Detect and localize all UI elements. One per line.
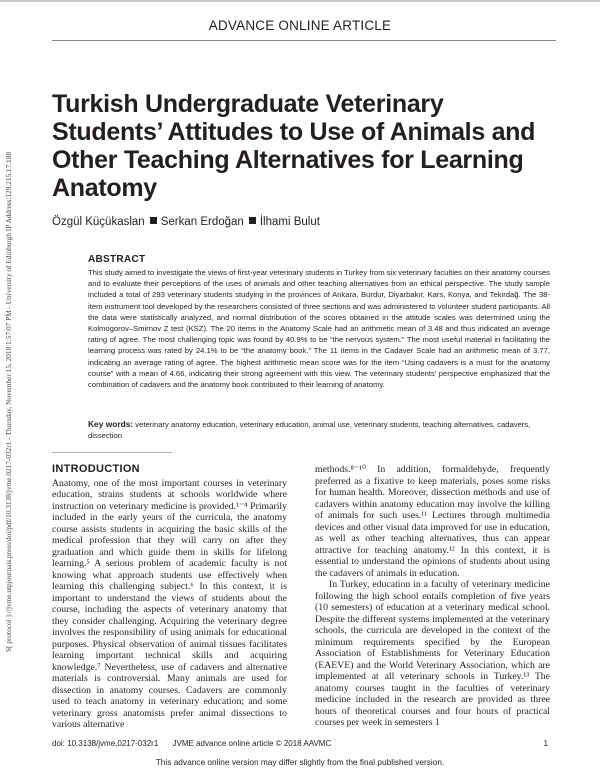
left-column — [52, 464, 287, 731]
author-name: Serkan Erdoğan — [160, 216, 244, 228]
introduction-heading: INTRODUCTION — [52, 463, 140, 475]
keywords-text: veterinary anatomy education, veterinary education, animal use, veterinary students, teaching alternatives, cadavers, dissection — [88, 420, 531, 441]
download-stamp-text: S[ protocol ]://jvme.utpjournals.press/doi/pdf/10.3138/jvme.0217-032r1 - Thursday, November 15, 2018 1:57:07 PM - University of Edinburgh IP Address:129.215.17.188 — [4, 152, 13, 652]
right-column — [315, 464, 550, 729]
section-divider — [52, 452, 172, 453]
page-number: 1 — [543, 739, 548, 748]
keywords-label: Key words: — [88, 419, 134, 429]
version-note: This advance online version may differ slightly from the final published version. — [155, 757, 445, 767]
download-stamp — [2, 112, 14, 692]
journal-text: JVME advance online article © 2018 AAVMC — [172, 739, 332, 748]
author-list — [52, 216, 552, 228]
abstract-body: This study aimed to investigate the views of first-year veterinary students in Turkey from six veterinary faculties on their anatomy courses and to evaluate their perceptions of the uses of animals and other teaching alternatives from an ethical perspective. The study sample included a total of 293 veterinary students studying in the provinces of Ankara, Burdur, Diyarbakır, Kars, Konya, and Tekirdağ. The 38-item instrument tool developed by the researchers consisted of three sections and was administered to volunteer student participants. All the data were statistically analyzed, and normal distribution of the scores obtained in the attitude scales was determined using the Kolmogorov–Smirnov Z test (KSZ). The 20 items in the Anatomy Scale had an arithmetic mean of 3.48 and thus indicated an average rating of agree. The most challenging topic was found by 40.9% to be “the nervous system.” The most useful material in facilitating the learning process was rated by 24.1% to be “the anatomy book.” The 11 items in the Cadaver Scale had an arithmetic mean of 3.77, indicating an average rating of agree. The highest arithmetic mean score was for the item “Using cadavers is a must for the anatomy course” with a mean of 4.66, indicating their strong agreement with this view. The veterinary students’ perspective emphasized that the combination of cadavers and the anatomy book contributed to their learning of anatomy. — [88, 268, 550, 390]
body-paragraph: Anatomy, one of the most important courses in veterinary education, strains students at schools worldwide where instruction on veterinary medicine is provided.¹⁻⁴ Primarily included in the early years of the curricula, the anatomy course assists students in acquiring the basic skills of the medical profession that they will carry on after they graduation and which guide them in skills for lifelong learning.⁵ A serious problem of academic faculty is not knowing what approach students use effectively when learning this challenging subject.⁶ In this context, it is important to understand the views of students about the course, including the aspects of veterinary anatomy that they consider challenging. Acquiring the veterinary degree involves the responsibility of using animals for educational purposes. Physical observation of animal tissues facilitates learning important technical skills and acquiring knowledge.⁷ Nevertheless, use of cadavers and alternative materials is controversial. Many animals are used for dissection in anatomy courses. Cadavers are commonly used to teach anatomy in veterinary education; and some veterinary gross anatomists prefer animal dissections to various alternative — [52, 477, 287, 730]
separator-square-icon — [150, 217, 157, 224]
author-name: Özgül Küçükaslan — [52, 216, 145, 228]
top-border — [0, 0, 600, 2]
keywords — [88, 419, 550, 441]
abstract — [88, 254, 550, 390]
author-name: İlhami Bulut — [259, 216, 320, 228]
separator-square-icon — [249, 217, 256, 224]
page-footer — [52, 739, 548, 748]
body-paragraph: methods.⁸⁻¹⁰ In addition, formaldehyde, frequently preferred as a fixative to keep materials, poses some risks for human health. Moreover, dissection methods and use of cadavers within anatomy education may involve the killing of animals for such uses.¹¹ Lectures through multimedia devices and other visual data improved for use in education, as well as other teaching alternatives, thus can appear attractive for teaching anatomy.¹² In this context, it is essential to understand the opinions of students about using the cadavers of animals in education. — [315, 464, 550, 579]
body-paragraph: In Turkey, education in a faculty of veterinary medicine following the high school entails completion of five years (10 semesters) of education at a veterinary medical school. Despite the different systems implemented at the veterinary schools, the curricula are developed in the context of the minimum requirements specified by the European Association of Establishments for Veterinary Education (EAEVE) and the World Veterinary Association, which are implemented at all veterinary schools in Turkey.¹³ The anatomy courses taught in the faculties of veterinary medicine included in the research are provided as three hours of theoretical courses and four hours of practical courses per week in semesters 1 — [315, 579, 550, 728]
abstract-heading: ABSTRACT — [88, 254, 146, 265]
article-title: Turkish Undergraduate Veterinary Students’ Attitudes to Use of Animals and Other Teaching Alternatives for Learning Anatomy — [52, 90, 536, 202]
banner-rule — [52, 40, 556, 41]
article-banner: ADVANCE ONLINE ARTICLE — [208, 18, 392, 33]
doi-text: doi: 10.3138/jvme.0217-032r1 — [52, 739, 159, 748]
